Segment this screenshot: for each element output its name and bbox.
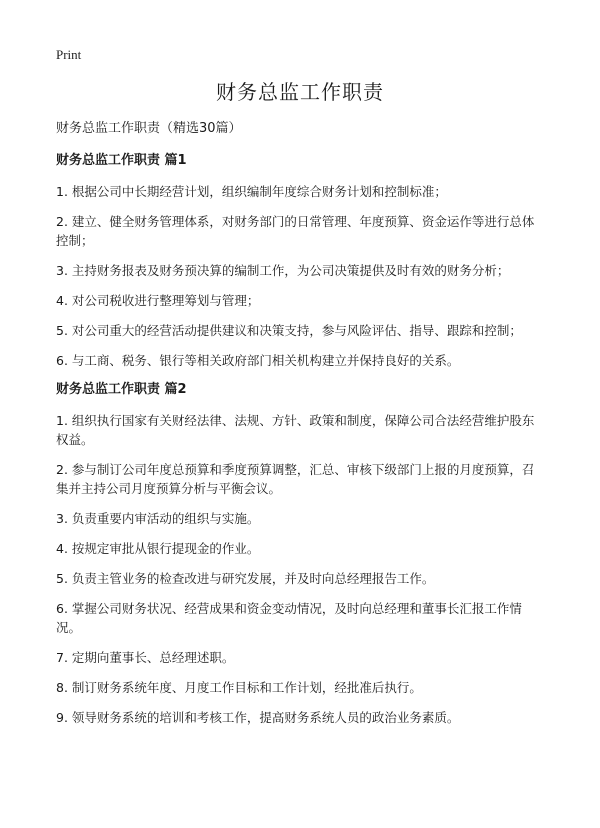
list-item: 5. 对公司重大的经营活动提供建议和决策支持，参与风险评估、指导、跟踪和控制； [56,323,522,338]
list-item: 2. 建立、健全财务管理体系，对财务部门的日常管理、年度预算、资金运作等进行总体控制； [56,214,535,248]
print-label[interactable]: Print [56,47,82,62]
list-item: 7. 定期向董事长、总经理述职。 [56,650,235,665]
document-subtitle: 财务总监工作职责（精选30篇） [56,121,242,136]
document-title: 财务总监工作职责 [216,80,384,104]
list-item: 2. 参与制订公司年度总预算和季度预算调整，汇总、审核下级部门上报的月度预算，召集并主持公司月度预算分析与平衡会议。 [56,462,535,496]
list-item: 4. 对公司税收进行整理筹划与管理； [56,293,260,308]
section-heading: 财务总监工作职责 篇1 [56,153,187,168]
list-item: 5. 负责主管业务的检查改进与研究发展，并及时向总经理报告工作。 [56,571,435,586]
list-item: 4. 按规定审批从银行提现金的作业。 [56,541,260,556]
list-item: 9. 领导财务系统的培训和考核工作，提高财务系统人员的政治业务素质。 [56,710,460,725]
list-item: 6. 掌握公司财务状况、经营成果和资金变动情况，及时向总经理和董事长汇报工作情况。 [56,601,522,635]
list-item: 3. 负责重要内审活动的组织与实施。 [56,511,260,526]
section-2 [56,381,544,727]
section-heading: 财务总监工作职责 篇2 [56,382,187,397]
list-item: 8. 制订财务系统年度、月度工作目标和工作计划，经批准后执行。 [56,680,422,695]
section-1 [56,152,544,370]
list-item: 1. 组织执行国家有关财经法律、法规、方针、政策和制度，保障公司合法经营维护股东权益。 [56,413,535,447]
list-item: 6. 与工商、税务、银行等相关政府部门相关机构建立并保持良好的关系。 [56,353,460,368]
list-item: 3. 主持财务报表及财务预决算的编制工作，为公司决策提供及时有效的财务分析； [56,263,510,278]
list-item: 1. 根据公司中长期经营计划，组织编制年度综合财务计划和控制标准； [56,184,447,199]
